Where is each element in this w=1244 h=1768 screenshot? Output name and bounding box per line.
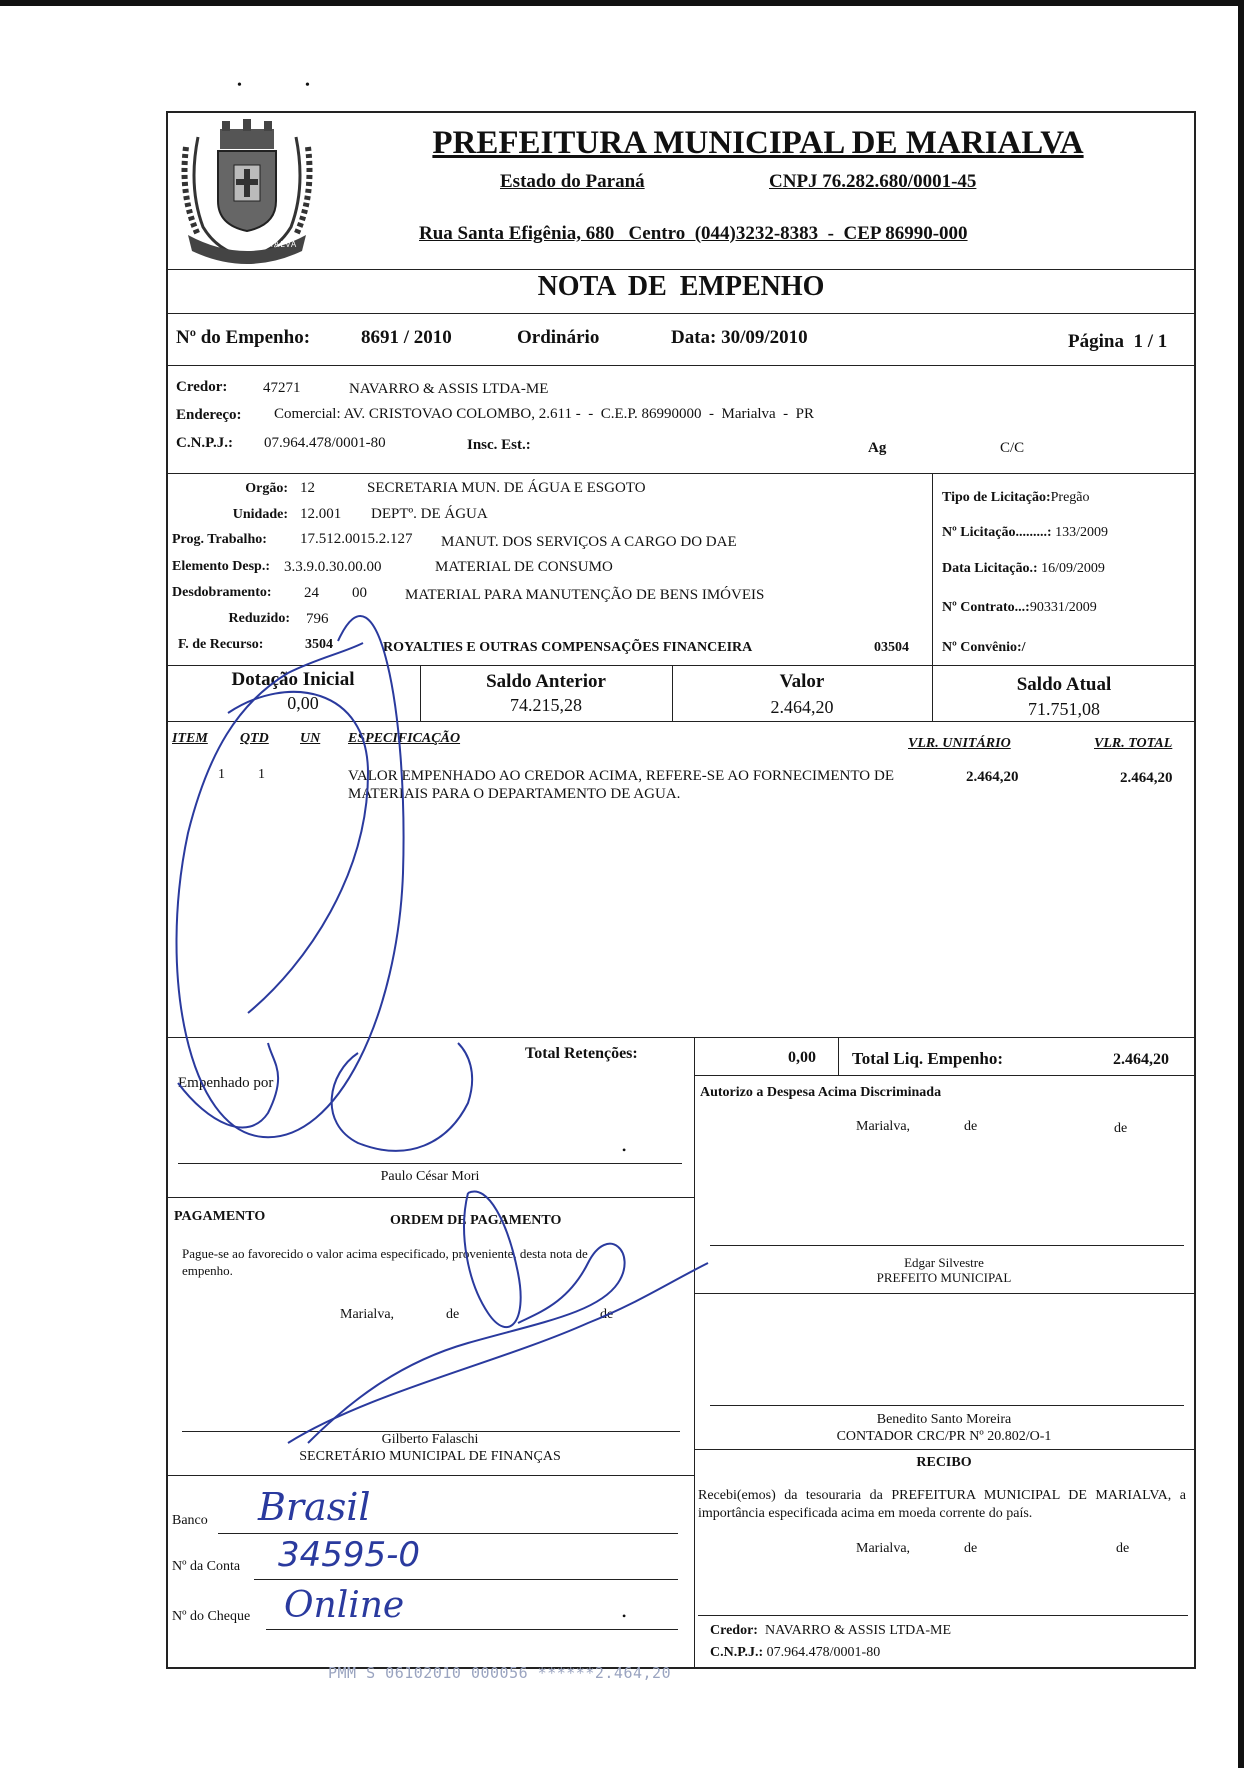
scan-edge-right <box>1238 0 1244 1768</box>
desdobramento-label: Desdobramento: <box>172 585 272 600</box>
col-vlr-unitario: VLR. UNITÁRIO <box>908 736 1011 751</box>
signature-stroke <box>332 1043 473 1151</box>
recibo-marialva: Marialva, <box>856 1541 911 1556</box>
endereco-label: Endereço: <box>176 407 242 423</box>
total-liquido-value: 2.464,20 <box>1113 1051 1169 1068</box>
cheque-label: Nº do Cheque <box>172 1609 251 1624</box>
payment-stamp: PMM S 06102010 000056 ******2.464,20 <box>328 1664 672 1682</box>
recibo-credor: Credor: NAVARRO & ASSIS LTDA-ME <box>710 1623 952 1638</box>
banco-value: Brasil <box>258 1485 371 1529</box>
account-label: C/C <box>1000 440 1025 456</box>
signature-stroke <box>288 1263 708 1443</box>
saldo-atual-value: 71.751,08 <box>1028 699 1100 719</box>
signature-stroke <box>177 616 404 1137</box>
scan-mark: • <box>622 1143 627 1157</box>
orgao-desc: SECRETARIA MUN. DE ÁGUA E ESGOTO <box>367 480 646 496</box>
prog-trabalho-label: Prog. Trabalho: <box>172 532 267 547</box>
total-liquido-label: Total Liq. Empenho: <box>852 1049 1003 1068</box>
tipo-licitacao: Tipo de Licitação:Pregão <box>942 490 1090 505</box>
col-qtd: QTD <box>240 731 269 746</box>
secretario-signature: Gilberto Falaschi SECRETÁRIO MUNICIPAL DE FINANÇAS <box>299 1432 561 1464</box>
col-un: UN <box>300 731 321 746</box>
elemento-desp-label: Elemento Desp.: <box>172 559 270 574</box>
elemento-desp-desc: MATERIAL DE CONSUMO <box>435 559 613 575</box>
municipality-address: Rua Santa Efigênia, 680 Centro (044)3232-8383 - CEP 86990-000 <box>419 223 968 244</box>
prog-trabalho-code: 17.512.0015.2.127 <box>300 531 413 547</box>
pagamento-text: Pague-se ao favorecido o valor acima especificado, proveniente, desta nota de empenho. <box>182 1246 588 1278</box>
recibo-de-2: de <box>1116 1541 1130 1556</box>
reduzido-code: 796 <box>306 611 329 627</box>
orgao-label: Orgão: <box>245 481 288 496</box>
cheque-value: Online <box>284 1585 405 1626</box>
recurso-num: 03504 <box>874 640 909 655</box>
saldo-anterior-value: 74.215,28 <box>510 695 582 715</box>
autorizo-marialva: Marialva, <box>856 1119 911 1134</box>
signature-stroke <box>178 1043 278 1127</box>
col-item: ITEM <box>172 731 208 746</box>
endereco-value: Comercial: AV. CRISTOVAO COLOMBO, 2.611 - - C.E.P. 86990000 - Marialva - PR <box>274 406 815 422</box>
recurso-desc: ROYALTIES E OUTRAS COMPENSAÇÕES FINANCEIRA <box>383 640 753 655</box>
scan-mark: • <box>237 78 242 93</box>
saldo-anterior-label: Saldo Anterior <box>486 671 606 692</box>
recibo-title: RECIBO <box>916 1455 972 1470</box>
empenhado-por-name: Paulo César Mori <box>380 1169 480 1184</box>
dotacao-inicial-value: 0,00 <box>287 693 319 713</box>
handwritten-signatures <box>168 113 1194 1667</box>
signature-stroke <box>308 1244 625 1443</box>
empenho-number-label: Nº do Empenho: <box>176 327 311 348</box>
prog-trabalho-desc: MANUT. DOS SERVIÇOS A CARGO DO DAE <box>441 534 737 550</box>
ordem-pagamento-label: ORDEM DE PAGAMENTO <box>390 1213 562 1228</box>
desdobramento-sub: 00 <box>352 585 367 601</box>
pagamento-de-2: de <box>600 1307 614 1322</box>
pagamento-de-1: de <box>446 1307 460 1322</box>
credor-label: Credor: <box>176 379 228 395</box>
unidade-desc: DEPTº. DE ÁGUA <box>371 506 488 522</box>
elemento-desp-code: 3.3.9.0.30.00.00 <box>284 559 382 575</box>
total-retencoes-value: 0,00 <box>788 1049 816 1066</box>
desdobramento-desc: MATERIAL PARA MANUTENÇÃO DE BENS IMÓVEIS <box>405 587 765 603</box>
pagamento-marialva: Marialva, <box>340 1307 395 1322</box>
empenho-type: Ordinário <box>517 327 600 348</box>
data-licitacao: Data Licitação.: 16/09/2009 <box>942 561 1105 576</box>
credor-name: NAVARRO & ASSIS LTDA-ME <box>349 381 549 397</box>
cnpj-value: 07.964.478/0001-80 <box>264 435 386 451</box>
scan-mark: • <box>622 1609 627 1623</box>
dotacao-inicial-label: Dotação Inicial <box>231 669 355 690</box>
total-retencoes-label: Total Retenções: <box>525 1045 638 1062</box>
num-licitacao: Nº Licitação.........: 133/2009 <box>942 525 1108 540</box>
saldo-atual-label: Saldo Atual <box>1016 674 1112 695</box>
autorizo-de-1: de <box>964 1119 978 1134</box>
autorizo-label: Autorizo a Despesa Acima Discriminada <box>700 1085 942 1100</box>
valor-label: Valor <box>779 671 825 692</box>
col-especificacao: ESPECIFICAÇÃO <box>348 731 461 746</box>
page-number: Página 1 / 1 <box>1068 331 1168 352</box>
state-name: Estado do Paraná <box>500 171 645 192</box>
desdobramento-code: 24 <box>304 585 319 601</box>
reduzido-label: Reduzido: <box>228 611 290 626</box>
crest-text: MARIALVA <box>250 240 298 249</box>
municipality-title: PREFEITURA MUNICIPAL DE MARIALVA <box>432 125 1084 161</box>
document-title: NOTA DE EMPENHO <box>537 271 825 302</box>
num-convenio: Nº Convênio:/ <box>942 640 1026 655</box>
recurso-code: 3504 <box>305 637 333 652</box>
item-unit-value: 2.464,20 <box>966 769 1019 785</box>
empenho-number: 8691 / 2010 <box>361 327 452 348</box>
insc-est-label: Insc. Est.: <box>467 437 531 453</box>
signature-stroke <box>464 1191 521 1327</box>
credor-code: 47271 <box>263 380 301 396</box>
pagamento-label: PAGAMENTO <box>174 1209 266 1224</box>
item-number: 1 <box>218 767 225 782</box>
empenhado-por-label: Empenhado por <box>178 1075 274 1091</box>
conta-label: Nº da Conta <box>172 1559 241 1574</box>
signature-stroke <box>228 692 368 1013</box>
num-contrato: Nº Contrato...:90331/2009 <box>942 600 1097 615</box>
scan-mark: • <box>305 78 310 93</box>
prefeito-signature: Edgar Silvestre PREFEITO MUNICIPAL <box>876 1255 1012 1285</box>
unidade-code: 12.001 <box>300 506 342 522</box>
cnpj-label: C.N.P.J.: <box>176 435 233 451</box>
municipality-cnpj: CNPJ 76.282.680/0001-45 <box>769 171 977 192</box>
item-total-value: 2.464,20 <box>1120 770 1173 786</box>
item-description: VALOR EMPENHADO AO CREDOR ACIMA, REFERE-SE AO FORNECIMENTO DE MATERIAIS PARA O DEPARTAMENTO DE AGUA. <box>348 768 894 802</box>
valor-value: 2.464,20 <box>770 697 834 717</box>
recibo-cnpj: C.N.P.J.: 07.964.478/0001-80 <box>710 1645 881 1660</box>
recibo-de-1: de <box>964 1541 978 1556</box>
col-vlr-total: VLR. TOTAL <box>1094 736 1173 751</box>
autorizo-de-2: de <box>1114 1121 1128 1136</box>
banco-label: Banco <box>172 1513 208 1528</box>
contador-signature: Benedito Santo Moreira CONTADOR CRC/PR Nº 20.802/O-1 <box>836 1412 1052 1444</box>
orgao-code: 12 <box>300 480 315 496</box>
scan-edge-top <box>0 0 1244 6</box>
recibo-text: Recebi(emos) da tesouraria da PREFEITURA MUNICIPAL DE MARIALVA, a importância especificada acima em moeda corrente do país. <box>698 1488 1186 1521</box>
nota-de-empenho-form <box>166 111 1196 1669</box>
empenho-date: Data: 30/09/2010 <box>671 327 808 348</box>
unidade-label: Unidade: <box>232 507 288 522</box>
agency-label: Ag <box>868 440 887 456</box>
conta-value: 34595-0 <box>278 1535 421 1575</box>
recurso-label: F. de Recurso: <box>178 637 264 652</box>
item-qtd: 1 <box>258 767 265 782</box>
